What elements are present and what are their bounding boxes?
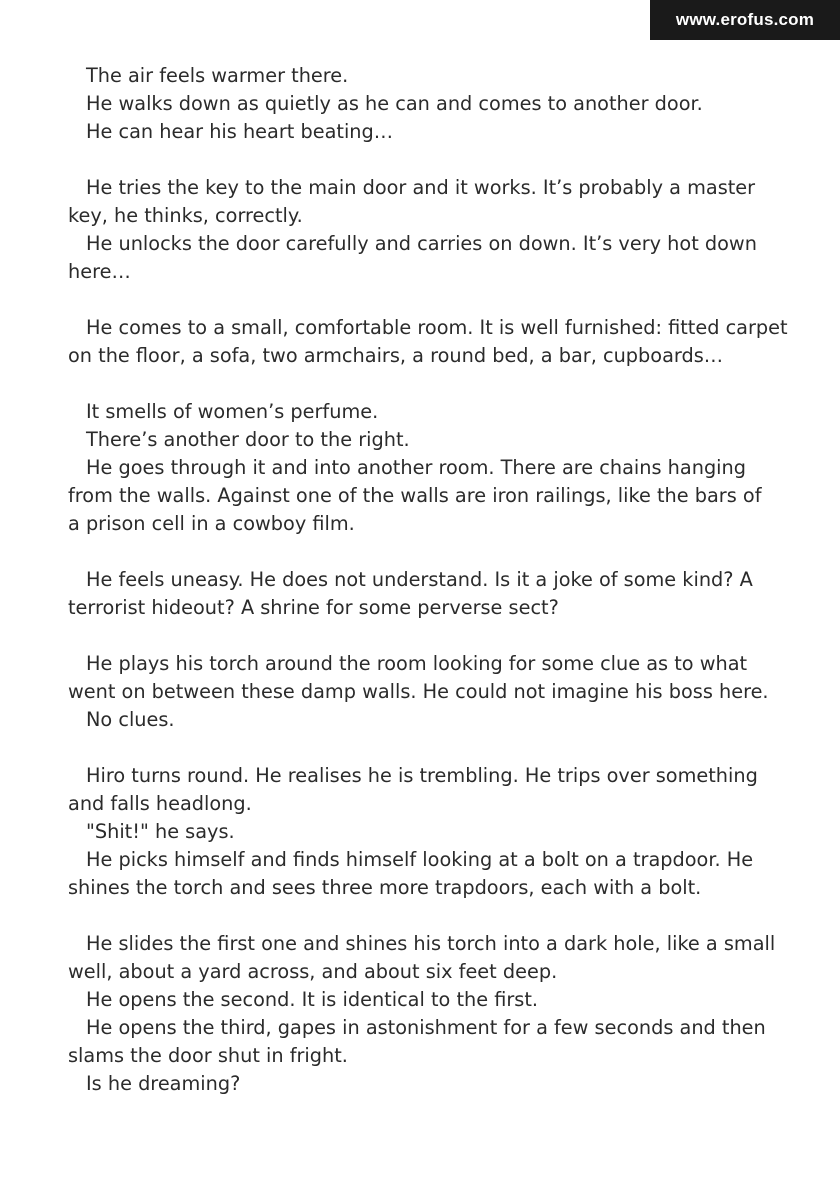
text-line: He opens the second. It is identical to the first. [86,988,539,1011]
text-line: He plays his torch around the room looking for some clue as to what [86,652,748,675]
text-line: He walks down as quietly as he can and comes to another door. [86,92,703,115]
text-line: well, about a yard across, and about six feet deep. [68,960,558,983]
watermark-logo: www.erofus.com [650,0,840,40]
text-line: The air feels warmer there. [86,64,349,87]
text-line: from the walls. Against one of the walls are iron railings, like the bars of [68,484,762,507]
text-line: He tries the key to the main door and it works. It’s probably a master [86,176,756,199]
text-line: a prison cell in a cowboy film. [68,512,355,535]
text-line: went on between these damp walls. He could not imagine his boss here. [68,680,769,703]
text-line: "Shit!" he says. [86,820,235,843]
text-line: and falls headlong. [68,792,252,815]
text-line: He unlocks the door carefully and carries on down. It’s very hot down [86,232,757,255]
text-line: There’s another door to the right. [86,428,410,451]
text-line: on the floor, a sofa, two armchairs, a round bed, a bar, cupboards… [68,344,724,367]
text-line: He picks himself and finds himself looking at a bolt on a trapdoor. He [86,848,754,871]
text-line: It smells of women’s perfume. [86,400,379,423]
story-text [68,62,788,1098]
text-line: here… [68,260,131,283]
text-line: He opens the third, gapes in astonishment for a few seconds and then [86,1016,766,1039]
text-line: He feels uneasy. He does not understand. Is it a joke of some kind? A [86,568,753,591]
text-line: He goes through it and into another room. There are chains hanging [86,456,746,479]
text-line: He slides the first one and shines his torch into a dark hole, like a small [86,932,776,955]
text-line: He can hear his heart beating… [86,120,394,143]
text-line: slams the door shut in fright. [68,1044,348,1067]
text-line: No clues. [86,708,175,731]
text-line: Is he dreaming? [86,1072,241,1095]
text-line: key, he thinks, correctly. [68,204,303,227]
text-line: He comes to a small, comfortable room. It is well furnished: fitted carpet [86,316,788,339]
text-line: terrorist hideout? A shrine for some perverse sect? [68,596,559,619]
text-line: Hiro turns round. He realises he is trembling. He trips over something [86,764,758,787]
text-line: shines the torch and sees three more trapdoors, each with a bolt. [68,876,702,899]
